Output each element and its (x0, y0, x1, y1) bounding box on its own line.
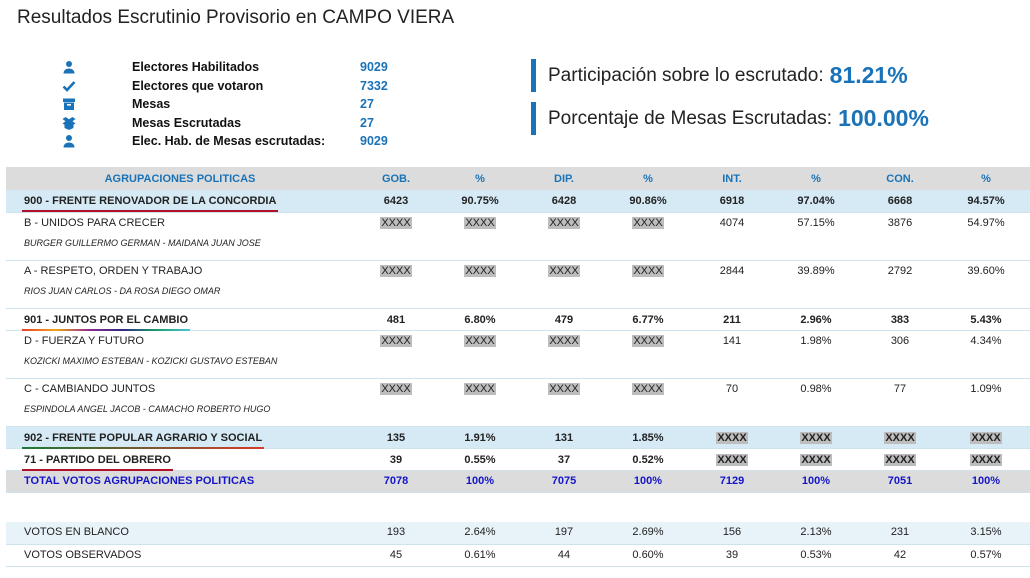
accent-bar (531, 59, 536, 92)
masked-value: XXXX (549, 216, 579, 229)
row-name (6, 330, 354, 378)
value-cell: 0.60% (606, 544, 690, 566)
value-cell: 7129 (690, 470, 774, 492)
masked-value: XXXX (381, 264, 411, 277)
row-name (6, 190, 354, 212)
row-name-label: 902 - FRENTE POPULAR AGRARIO Y SOCIAL (24, 431, 263, 444)
stat-label: Electores Habilitados (132, 60, 260, 75)
masked-value: XXXX (885, 431, 915, 444)
accent-bar (531, 102, 536, 135)
stat-row (62, 77, 462, 96)
row-name-label: 71 - PARTIDO DEL OBRERO (24, 453, 171, 466)
value-cell: 1.85% (606, 426, 690, 448)
table-row (6, 470, 1030, 492)
value-cell: 0.61% (438, 544, 522, 566)
value-cell: 6423 (354, 190, 438, 212)
value-cell: 0.52% (606, 448, 690, 470)
value-cell: 2792 (858, 260, 942, 308)
stat-row (62, 58, 462, 77)
value-cell: 2.64% (438, 522, 522, 544)
masked-value: XXXX (633, 382, 663, 395)
results-table (6, 167, 1030, 567)
value-cell: 70 (690, 378, 774, 426)
page-title: Resultados Escrutinio Provisorio en CAMPO VIERA (17, 7, 455, 28)
value-cell: 2844 (690, 260, 774, 308)
value-cell: 6.77% (606, 308, 690, 330)
value-cell: 39 (690, 544, 774, 566)
row-name-label: 900 - FRENTE RENOVADOR DE LA CONCORDIA (24, 195, 277, 207)
masked-value: XXXX (633, 334, 663, 347)
row-name (6, 544, 354, 566)
value-cell (438, 330, 522, 378)
column-header: CON. (858, 167, 942, 190)
value-cell: 0.55% (438, 448, 522, 470)
value-cell: 5.43% (942, 308, 1030, 330)
column-header: % (942, 167, 1030, 190)
value-cell: 90.86% (606, 190, 690, 212)
column-header: GOB. (354, 167, 438, 190)
candidates: RIOS JUAN CARLOS - DA ROSA DIEGO OMAR (24, 285, 221, 296)
stats-panel (62, 58, 462, 151)
value-cell: 479 (522, 308, 606, 330)
box-icon (62, 97, 76, 111)
value-cell (438, 260, 522, 308)
row-name (6, 448, 354, 470)
value-cell: 131 (522, 426, 606, 448)
masked-value: XXXX (465, 216, 495, 229)
value-cell: 1.91% (438, 426, 522, 448)
row-name-label: VOTOS OBSERVADOS (24, 548, 142, 561)
row-name (6, 470, 354, 492)
value-cell (606, 378, 690, 426)
party-row (6, 426, 1030, 448)
masked-value: XXXX (381, 334, 411, 347)
lista-row (6, 330, 1030, 378)
row-name-label: C - CAMBIANDO JUNTOS (24, 382, 156, 395)
value-cell (942, 448, 1030, 470)
row-name-label: D - FUERZA Y FUTURO (24, 334, 144, 347)
row-name-label: A - RESPETO, ORDEN Y TRABAJO (24, 264, 203, 277)
value-cell: 141 (690, 330, 774, 378)
user-icon (62, 60, 76, 74)
value-cell: 135 (354, 426, 438, 448)
masked-value: XXXX (381, 382, 411, 395)
value-cell: 6428 (522, 190, 606, 212)
masked-value: XXXX (549, 382, 579, 395)
row-name (6, 212, 354, 260)
value-cell: 77 (858, 378, 942, 426)
value-cell: 306 (858, 330, 942, 378)
value-cell (438, 212, 522, 260)
value-cell: 2.13% (774, 522, 858, 544)
value-cell (522, 378, 606, 426)
row-name-label: TOTAL VOTOS AGRUPACIONES POLITICAS (24, 474, 255, 487)
masked-value: XXXX (381, 216, 411, 229)
stat-value: 27 (360, 97, 374, 112)
value-cell: 100% (606, 470, 690, 492)
value-cell: 7078 (354, 470, 438, 492)
value-cell (354, 330, 438, 378)
masked-value: XXXX (885, 453, 915, 466)
value-cell (858, 448, 942, 470)
value-cell: 45 (354, 544, 438, 566)
tables-label: Porcentaje de Mesas Escrutadas: (548, 107, 833, 129)
row-name-label: VOTOS EN BLANCO (24, 526, 129, 538)
masked-value: XXXX (633, 264, 663, 277)
value-cell: 211 (690, 308, 774, 330)
value-cell: 39.89% (774, 260, 858, 308)
table-header (6, 167, 1030, 190)
value-cell (606, 260, 690, 308)
column-header: % (606, 167, 690, 190)
party-row (6, 308, 1030, 330)
lista-row (6, 378, 1030, 426)
value-cell: 100% (774, 470, 858, 492)
candidates: ESPINDOLA ANGEL JACOB - CAMACHO ROBERTO HUGO (24, 403, 271, 414)
value-cell: 3.15% (942, 522, 1030, 544)
row-name-label: 901 - JUNTOS POR EL CAMBIO (24, 313, 189, 326)
column-header: % (774, 167, 858, 190)
column-header: INT. (690, 167, 774, 190)
lista-row (6, 260, 1030, 308)
stat-row (62, 132, 462, 151)
column-header: DIP. (522, 167, 606, 190)
participation-label: Participación sobre lo escrutado: (548, 64, 824, 86)
value-cell: 7051 (858, 470, 942, 492)
masked-value: XXXX (971, 453, 1001, 466)
participation-summary (531, 59, 908, 92)
value-cell: 156 (690, 522, 774, 544)
value-cell (606, 212, 690, 260)
value-cell (858, 426, 942, 448)
table-row (6, 522, 1030, 544)
stat-label: Mesas (132, 97, 171, 112)
masked-value: XXXX (801, 453, 831, 466)
row-name (6, 522, 354, 544)
value-cell: 94.57% (942, 190, 1030, 212)
stat-row (62, 114, 462, 133)
masked-value: XXXX (549, 334, 579, 347)
masked-value: XXXX (801, 431, 831, 444)
user-icon (62, 134, 76, 148)
value-cell: 57.15% (774, 212, 858, 260)
row-name (6, 260, 354, 308)
value-cell (354, 260, 438, 308)
value-cell (354, 378, 438, 426)
stat-row (62, 95, 462, 114)
masked-value: XXXX (549, 264, 579, 277)
candidates: BURGER GUILLERMO GERMAN - MAIDANA JUAN JOSE (24, 237, 261, 248)
value-cell (354, 212, 438, 260)
value-cell: 97.04% (774, 190, 858, 212)
value-cell: 0.53% (774, 544, 858, 566)
value-cell: 37 (522, 448, 606, 470)
value-cell: 6918 (690, 190, 774, 212)
column-header: AGRUPACIONES POLITICAS (6, 167, 354, 190)
table-row (6, 544, 1030, 566)
party-row (6, 448, 1030, 470)
masked-value: XXXX (717, 431, 747, 444)
spacer-cell (6, 492, 1030, 522)
stat-label: Electores que votaron (132, 78, 264, 93)
value-cell (942, 426, 1030, 448)
value-cell (606, 330, 690, 378)
value-cell (690, 448, 774, 470)
row-name-label: B - UNIDOS PARA CRECER (24, 216, 165, 229)
value-cell: 481 (354, 308, 438, 330)
value-cell: 3876 (858, 212, 942, 260)
tables-value: 100.00% (838, 105, 929, 131)
stat-value: 27 (360, 115, 374, 130)
participation-value: 81.21% (829, 62, 908, 88)
row-name (6, 308, 354, 330)
value-cell (438, 378, 522, 426)
tables-summary (531, 102, 929, 135)
value-cell: 6.80% (438, 308, 522, 330)
value-cell (522, 212, 606, 260)
value-cell (774, 448, 858, 470)
value-cell: 44 (522, 544, 606, 566)
value-cell: 1.98% (774, 330, 858, 378)
value-cell: 39.60% (942, 260, 1030, 308)
open-box-icon (62, 116, 76, 130)
value-cell: 2.96% (774, 308, 858, 330)
value-cell: 1.09% (942, 378, 1030, 426)
value-cell: 54.97% (942, 212, 1030, 260)
column-header: % (438, 167, 522, 190)
value-cell: 100% (942, 470, 1030, 492)
lista-row (6, 212, 1030, 260)
value-cell: 39 (354, 448, 438, 470)
value-cell: 4.34% (942, 330, 1030, 378)
stat-value: 9029 (360, 134, 388, 149)
value-cell: 7075 (522, 470, 606, 492)
masked-value: XXXX (633, 216, 663, 229)
value-cell: 2.69% (606, 522, 690, 544)
value-cell (774, 426, 858, 448)
row-name (6, 426, 354, 448)
value-cell: 90.75% (438, 190, 522, 212)
value-cell: 231 (858, 522, 942, 544)
party-row (6, 190, 1030, 212)
value-cell: 197 (522, 522, 606, 544)
value-cell (522, 330, 606, 378)
value-cell (522, 260, 606, 308)
stat-label: Mesas Escrutadas (132, 115, 242, 130)
candidates: KOZICKI MAXIMO ESTEBAN - KOZICKI GUSTAVO ESTEBAN (24, 355, 278, 366)
value-cell: 383 (858, 308, 942, 330)
stat-label: Elec. Hab. de Mesas escrutadas: (132, 134, 326, 149)
row-name (6, 378, 354, 426)
stat-value: 7332 (360, 78, 388, 93)
stat-value: 9029 (360, 60, 388, 75)
value-cell: 100% (438, 470, 522, 492)
value-cell: 42 (858, 544, 942, 566)
masked-value: XXXX (465, 382, 495, 395)
value-cell: 193 (354, 522, 438, 544)
value-cell: 0.57% (942, 544, 1030, 566)
masked-value: XXXX (971, 431, 1001, 444)
value-cell: 4074 (690, 212, 774, 260)
value-cell (690, 426, 774, 448)
value-cell: 6668 (858, 190, 942, 212)
spacer-row (6, 492, 1030, 522)
check-icon (62, 79, 76, 93)
value-cell: 0.98% (774, 378, 858, 426)
masked-value: XXXX (465, 334, 495, 347)
masked-value: XXXX (465, 264, 495, 277)
masked-value: XXXX (717, 453, 747, 466)
